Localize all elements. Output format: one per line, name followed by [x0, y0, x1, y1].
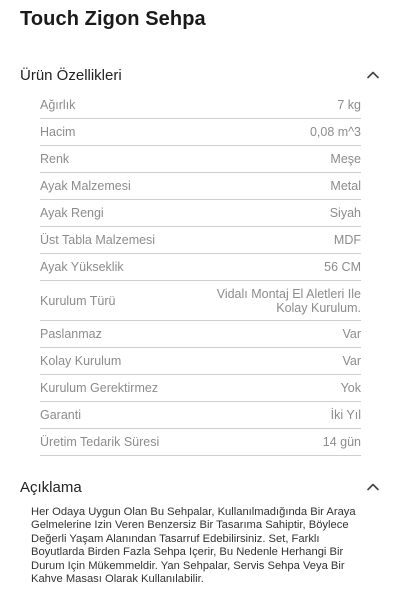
spec-label: Kurulum Türü [40, 293, 116, 308]
spec-row-no-install-required [40, 375, 361, 402]
spec-value: 56 CM [324, 260, 361, 274]
specs-table [40, 92, 361, 456]
spec-label: Kolay Kurulum [40, 354, 122, 368]
spec-label: Renk [40, 152, 70, 166]
spec-row-volume [40, 119, 361, 146]
chevron-up-icon[interactable] [366, 480, 380, 494]
spec-value: Yok [340, 381, 361, 395]
spec-label: Üst Tabla Malzemesi [40, 233, 156, 247]
spec-value: 0,08 m^3 [309, 125, 361, 139]
spec-row-leg-height [40, 254, 361, 281]
spec-row-color [40, 146, 361, 173]
features-section-header[interactable] [20, 64, 380, 86]
description-text: Her Odaya Uygun Olan Bu Sehpalar, Kullanılmadığında Bir Araya Gelmelerine Izin Veren Benzersiz Bir Tasarıma Sahiptir, Böylece Değerli Yaşam Alanından Tasarruf Edebilirsiniz. Set, Farklı Boyutlarda Birden Fazla Sehpa Içerir, Bu Nedenle Herhangi Bir Durum Için Mükemmeldir. Yan Sehpalar, Servis Sehpa Veya Bir Kahve Masası Olarak Kullanılabilir. [31, 506, 356, 586]
product-title: Touch Zigon Sehpa [20, 8, 206, 30]
spec-label: Ayak Yükseklik [40, 260, 124, 274]
features-section-title: Ürün Özellikleri [20, 66, 122, 84]
spec-label: Kurulum Gerektirmez [40, 381, 159, 395]
spec-label: Ağırlık [40, 98, 76, 112]
spec-row-lead-time [40, 429, 361, 456]
spec-value: Var [342, 327, 361, 341]
spec-label: Paslanmaz [40, 327, 102, 341]
spec-row-top-material [40, 227, 361, 254]
spec-label: Üretim Tedarik Süresi [40, 435, 160, 449]
description-section-header[interactable] [20, 476, 380, 498]
spec-row-leg-color [40, 200, 361, 227]
spec-row-weight [40, 92, 361, 119]
spec-row-warranty [40, 402, 361, 429]
spec-value: Siyah [329, 206, 361, 220]
spec-label: Ayak Malzemesi [40, 179, 131, 193]
spec-label: Hacim [40, 125, 76, 139]
spec-value: 14 gün [322, 435, 361, 449]
description-section-title: Açıklama [20, 478, 82, 496]
spec-row-easy-install [40, 348, 361, 375]
spec-value: Meşe [330, 152, 361, 166]
spec-value: MDF [333, 233, 361, 247]
spec-value: İki Yıl [330, 408, 361, 422]
spec-label: Ayak Rengi [40, 206, 104, 220]
spec-value: 7 kg [337, 98, 361, 112]
spec-value: Metal [330, 179, 361, 193]
chevron-up-icon[interactable] [366, 68, 380, 82]
spec-label: Garanti [40, 408, 81, 422]
spec-row-leg-material [40, 173, 361, 200]
spec-row-stainless [40, 321, 361, 348]
spec-value: Var [342, 354, 361, 368]
spec-row-installation-type [40, 281, 361, 321]
spec-value: Vidalı Montaj El Aletleri Ile Kolay Kurulum. [216, 286, 361, 315]
